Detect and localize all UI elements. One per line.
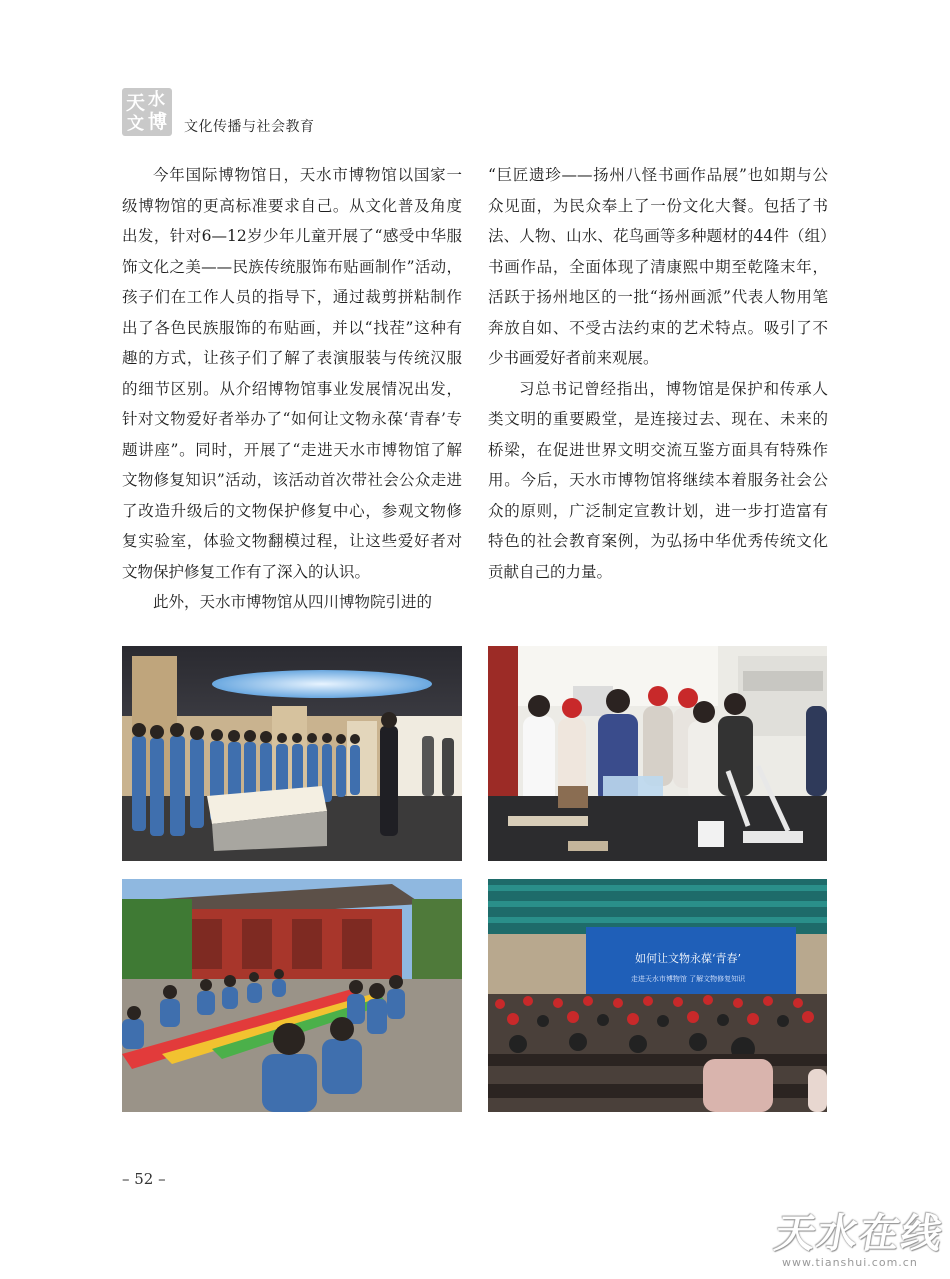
logo-char: 水 xyxy=(148,90,165,110)
watermark-text: 天水在线 xyxy=(771,1211,948,1257)
article-paragraph: 习总书记曾经指出，博物馆是保护和传承人类文明的重要殿堂，是连接过去、现在、未来的桥梁，在促进世界文明交流互鉴方面具有特殊作用。今后，天水市博物馆将继续本着服务社会公众的原则，广泛制定宣教计划，进一步打造富有特色的社会教育案例，为弘扬中华优秀传统文化贡献自己的力量。 xyxy=(488,379,828,581)
tianshui-museum-logo xyxy=(122,88,172,136)
article-right-column xyxy=(488,160,828,587)
logo-char: 博 xyxy=(148,111,168,133)
screen-title-text: 如何让文物永葆‘青春’ xyxy=(635,952,741,965)
screen-subtitle-text: 走进天水市博物馆 了解文物修复知识 xyxy=(630,975,746,983)
page-header xyxy=(122,88,442,138)
photo-museum-hall-students xyxy=(122,646,462,861)
article-paragraph: “巨匠遗珍——扬州八怪书画作品展”也如期与公众见面，为民众奉上了一份文化大餐。包括了书法、人物、山水、花鸟画等多种题材的44件（组）书画作品，全面体现了清康熙中期至乾隆末年，活跃于扬州地区的一批“扬州画派”代表人物用笔奔放自如、不受古法约束的艺术特点。吸引了不少书画爱好者前来观展。 xyxy=(488,166,828,367)
photo-restoration-lab xyxy=(488,646,827,861)
logo-char: 文 xyxy=(127,114,144,134)
article-paragraph: 此外，天水市博物馆从四川博物院引进的 xyxy=(153,593,433,611)
logo-char: 天 xyxy=(126,92,146,114)
site-watermark xyxy=(770,1198,948,1276)
article-left-column xyxy=(122,160,462,618)
photo-lecture-hall xyxy=(488,879,827,1112)
section-title: 文化传播与社会教育 xyxy=(184,119,315,135)
page-number: – 52 – xyxy=(122,1170,166,1188)
watermark-url: www.tianshui.com.cn xyxy=(782,1256,918,1269)
article-paragraph: 今年国际博物馆日，天水市博物馆以国家一级博物馆的更高标准要求自己。从文化普及角度出发，针对6—12岁少年儿童开展了“感受中华服饰文化之美——民族传统服饰布贴画制作”活动，孩子们在工作人员的指导下，通过裁剪拼粘制作出了各色民族服饰的布贴画，并以“找茬”这种有趣的方式，让孩子们了解了表演服装与传统汉服的细节区别。从介绍博物馆事业发展情况出发，针对文物爱好者举办了“如何让文物永葆‘青春’专题讲座”。同时，开展了“走进天水市博物馆了解文物修复知识”活动，该活动首次带社会公众走进了改造升级后的文物保护修复中心，参观文物修复实验室，体验文物翻模过程，让这些爱好者对文物保护修复工作有了深入的认识。 xyxy=(122,166,462,581)
photo-courtyard-craft-activity xyxy=(122,879,462,1112)
